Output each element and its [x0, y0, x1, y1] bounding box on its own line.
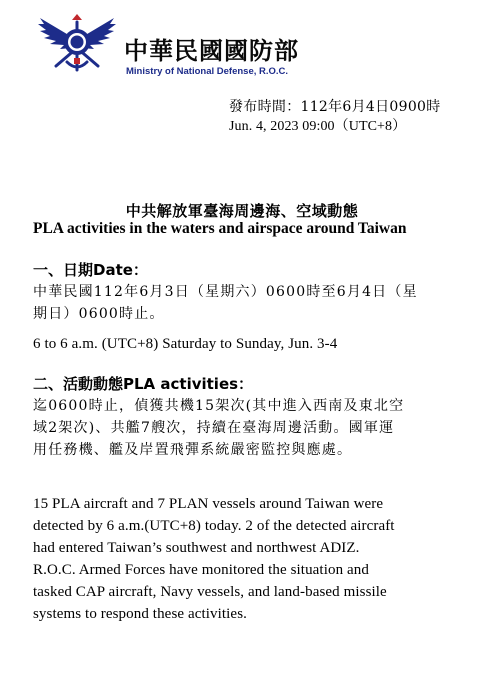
- section-activities-en-line: 15 PLA aircraft and 7 PLAN vessels around Taiwan were: [33, 496, 384, 512]
- section-date-en: [33, 333, 463, 355]
- section-activities-en-line: R.O.C. Armed Forces have monitored the situation and: [33, 562, 369, 578]
- release-time-cn: 發布時間：112年6月4日0900時: [229, 99, 441, 115]
- section-date-cn-line: 期日）0600時止。: [33, 306, 165, 322]
- header: [34, 10, 474, 80]
- section-activities: [33, 373, 463, 461]
- section-activities-en: [33, 493, 463, 625]
- release-time-en: Jun. 4, 2023 09:00（UTC+8）: [229, 119, 407, 134]
- release-time: [229, 97, 441, 137]
- section-date: [33, 259, 463, 325]
- section-activities-en-line: systems to respond these activities.: [33, 606, 247, 622]
- org-name-en: Ministry of National Defense, R.O.C.: [126, 66, 289, 77]
- mnd-emblem-icon: [34, 10, 120, 76]
- section-date-heading: 一、日期Date：: [33, 261, 148, 279]
- section-date-en-text: 6 to 6 a.m. (UTC+8) Saturday to Sunday, Jun. 3-4: [33, 336, 338, 352]
- section-date-cn-line: 中華民國112年6月3日（星期六）0600時至6月4日（星: [33, 284, 418, 300]
- section-activities-en-line: had entered Taiwan’s southwest and northwest ADIZ.: [33, 540, 360, 556]
- section-activities-cn-line: 用任務機、艦及岸置飛彈系統嚴密監控與應處。: [33, 442, 353, 458]
- title-cn: 中共解放軍臺海周邊海、空域動態: [125, 202, 359, 220]
- title-en: PLA activities in the waters and airspace around Taiwan: [33, 220, 407, 237]
- section-activities-en-line: detected by 6 a.m.(UTC+8) today. 2 of the detected aircraft: [33, 518, 395, 534]
- section-activities-en-line: tasked CAP aircraft, Navy vessels, and land-based missile: [33, 584, 387, 600]
- section-activities-cn-line: 迄0600時止，偵獲共機15架次(其中進入西南及東北空: [33, 398, 405, 414]
- section-activities-cn-line: 域2架次)、共艦7艘次，持續在臺海周邊活動。國軍運: [33, 420, 395, 436]
- section-activities-heading: 二、活動動態PLA activities：: [33, 375, 254, 393]
- org-name-cn: 中華民國國防部: [124, 37, 299, 65]
